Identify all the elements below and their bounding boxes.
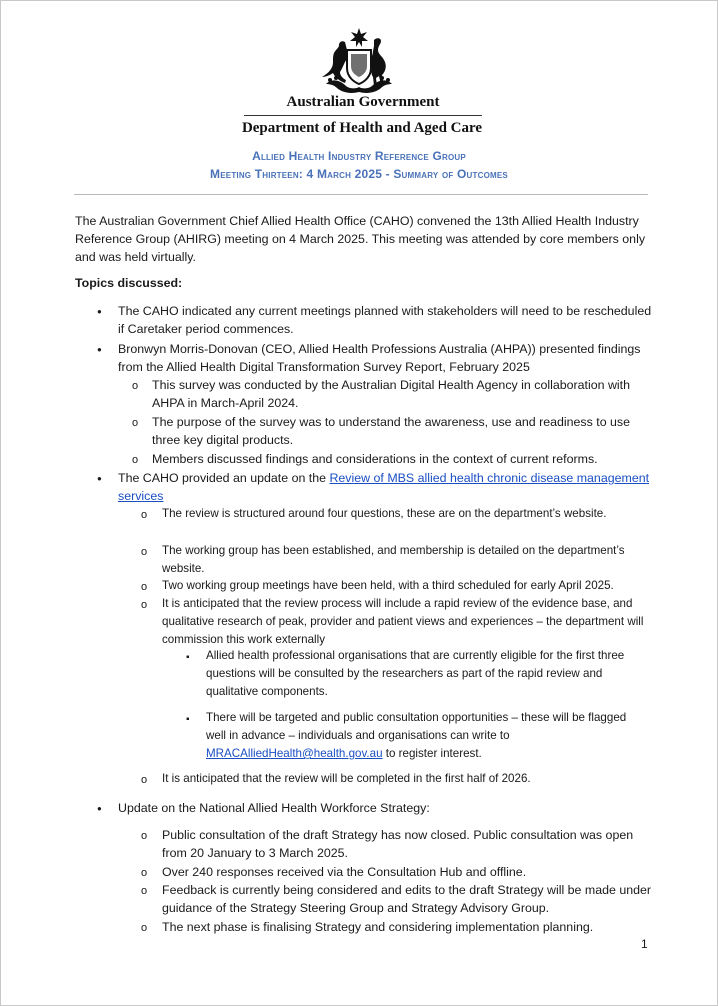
square-bullet-icon xyxy=(186,709,190,729)
coat-of-arms-icon xyxy=(318,28,400,94)
sub-bullet-icon xyxy=(141,770,147,789)
mbs-prefix: The CAHO provided an update on the xyxy=(118,471,330,485)
list-item: Feedback is currently being considered and edits to the draft Strategy will be made under guidance of the Strategy Steering Group and Strategy Advisory Group. xyxy=(162,883,652,915)
sub-bullet-icon xyxy=(141,577,147,596)
consult-suffix: to register interest. xyxy=(382,747,482,760)
document-title: Allied Health Industry Reference Group xyxy=(252,149,466,163)
list-item: Members discussed findings and considerations in the context of current reforms. xyxy=(152,452,598,466)
sub-bullet-icon xyxy=(141,826,147,845)
header-divider xyxy=(244,115,482,116)
sub-bullet-icon xyxy=(132,376,138,395)
government-name: Australian Government xyxy=(286,94,440,110)
bullet-icon xyxy=(97,339,102,359)
list-item xyxy=(206,709,646,763)
bullet-icon xyxy=(97,798,102,818)
intro-paragraph: The Australian Government Chief Allied Health Office (CAHO) convened the 13th Allied Health Industry Reference Group (AHIRG) meeting on 4 March 2025. This meeting was attended by core members only and was held virtually. xyxy=(75,214,646,264)
list-item: It is anticipated that the review will be completed in the first half of 2026. xyxy=(162,772,531,785)
title-rule xyxy=(74,194,648,195)
page-number: 1 xyxy=(641,937,648,951)
list-item: Allied health professional organisations that are currently eligible for the first three questions will be consulted by the researchers as part of the rapid review and qualitative components. xyxy=(206,649,625,698)
list-item: The review is structured around four questions, these are on the department’s website. xyxy=(162,507,607,520)
list-item: Update on the National Allied Health Workforce Strategy: xyxy=(118,801,430,815)
bullet-icon xyxy=(97,301,102,321)
consult-prefix: There will be targeted and public consultation opportunities – these will be flagged well in advance – individuals and organisations can write to xyxy=(206,711,627,742)
list-item: This survey was conducted by the Australian Digital Health Agency in collaboration with AHPA in March-April 2024. xyxy=(152,378,630,410)
list-item: Over 240 responses received via the Consultation Hub and offline. xyxy=(162,865,527,879)
mbs-review-link[interactable]: Review of MBS allied health chronic disease management services xyxy=(118,471,650,503)
sub-bullet-icon xyxy=(141,863,147,882)
list-item: Two working group meetings have been held, with a third scheduled for early April 2025. xyxy=(162,579,614,592)
sub-bullet-icon xyxy=(141,918,147,937)
sub-bullet-icon xyxy=(132,413,138,432)
email-link[interactable]: MRACAlliedHealth@health.gov.au xyxy=(206,747,383,760)
list-item: Public consultation of the draft Strategy has now closed. Public consultation was open from 20 January to 3 March 2025. xyxy=(162,828,634,860)
list-item: The next phase is finalising Strategy and considering implementation planning. xyxy=(162,920,594,934)
sub-bullet-icon xyxy=(141,881,147,900)
list-item: The working group has been established, and membership is detailed on the department’s website. xyxy=(162,544,625,575)
bullet-icon xyxy=(97,468,102,488)
sub-bullet-icon xyxy=(141,542,147,561)
square-bullet-icon xyxy=(186,647,190,667)
sub-bullet-icon xyxy=(141,505,147,524)
department-name: Department of Health and Aged Care xyxy=(241,120,483,136)
list-item: The CAHO indicated any current meetings planned with stakeholders will need to be rescheduled if Caretaker period commences. xyxy=(118,304,652,336)
list-item: It is anticipated that the review process will include a rapid review of the evidence base, and qualitative research of peak, provider and patient views and experiences – the department will commission this work externally xyxy=(162,597,644,646)
document-subtitle: Meeting Thirteen: 4 March 2025 - Summary of Outcomes xyxy=(210,167,508,181)
topics-heading: Topics discussed: xyxy=(75,276,183,290)
sub-bullet-icon xyxy=(141,595,147,614)
sub-bullet-icon xyxy=(132,450,138,469)
list-item: The purpose of the survey was to understand the awareness, use and readiness to use three key digital products. xyxy=(152,415,631,447)
list-item: Bronwyn Morris-Donovan (CEO, Allied Health Professions Australia (AHPA)) presented findings from the Allied Health Digital Transformation Survey Report, February 2025 xyxy=(118,342,641,374)
list-item xyxy=(118,469,653,505)
